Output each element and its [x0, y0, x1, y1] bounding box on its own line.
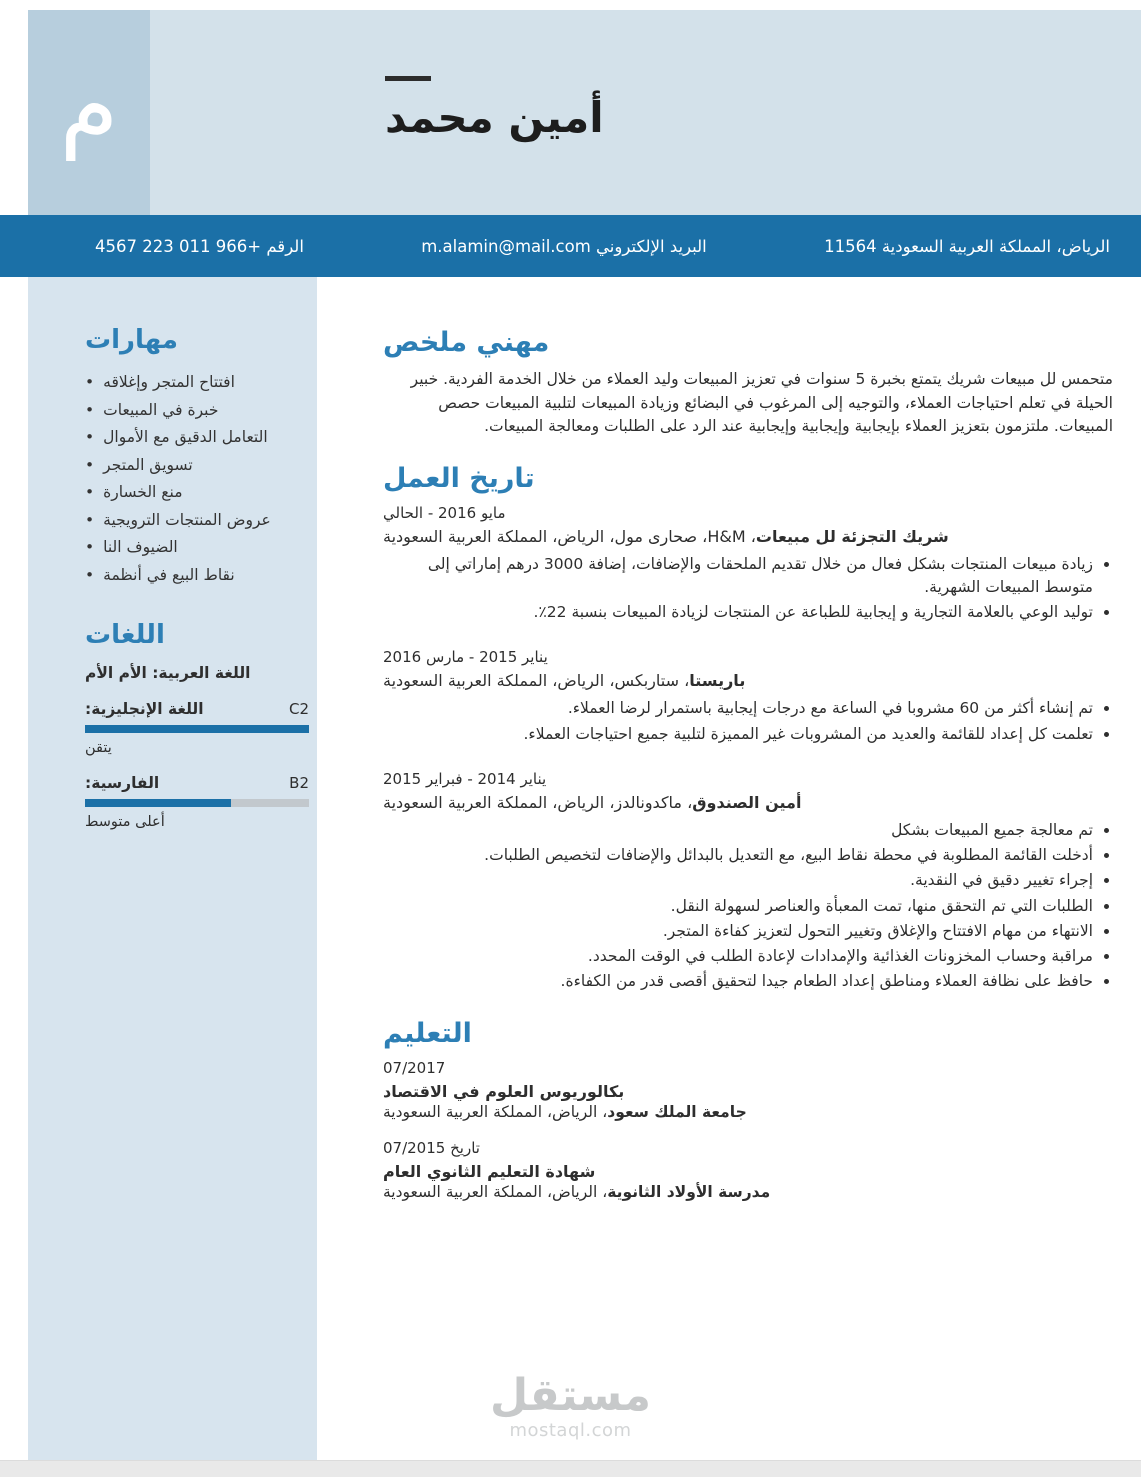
- job-bullets: [383, 819, 1113, 994]
- main-content: [383, 277, 1113, 1219]
- job-bullet: • تعلمت كل إعداد للقائمة والعديد من المشروبات غير المميزة لتلبية جميع احتياجات العملاء.: [383, 723, 1093, 746]
- bullet-icon: •: [85, 373, 95, 391]
- skill-label: تسويق المتجر: [103, 455, 193, 474]
- header: [28, 10, 1141, 215]
- job-title: [383, 793, 1113, 812]
- monogram-box: [28, 10, 150, 215]
- education-school: [383, 1103, 1113, 1121]
- job-title: [383, 527, 1113, 546]
- language-progress-bar: [85, 725, 309, 733]
- job-location: ، ستاربكس، الرياض، المملكة العربية السعودية: [383, 671, 690, 691]
- skill-item: [85, 479, 309, 507]
- language-block-english: [85, 700, 309, 756]
- job-entry-3: [383, 770, 1113, 994]
- education-section-title: التعليم: [383, 1017, 472, 1049]
- skill-label: نقاط البيع في أنظمة: [103, 566, 235, 585]
- skill-label: منع الخسارة: [103, 483, 183, 502]
- language-name: الفارسية:: [85, 773, 160, 792]
- job-entry-1: [383, 504, 1113, 625]
- monogram-letter-icon: م: [59, 51, 119, 161]
- language-progress-fill: [85, 799, 231, 807]
- education-entry-1: [383, 1059, 1113, 1121]
- bullet-icon: •: [85, 428, 95, 447]
- job-bullet: • الطلبات التي تم التحقق منها، تمت المعبأة والعناصر لسهولة النقل.: [383, 895, 1093, 918]
- skills-section-title: مهارات: [85, 325, 179, 355]
- skill-label: التعامل الدقيق مع الأموال: [103, 428, 268, 447]
- job-bullets: [383, 697, 1113, 746]
- watermark-arabic: مستقل: [490, 1370, 651, 1421]
- language-progress-fill: [85, 725, 309, 733]
- language-level-code: C2: [288, 699, 309, 718]
- education-date: 07/2017: [383, 1058, 446, 1077]
- skill-label: خبرة في المبيعات: [103, 400, 219, 419]
- job-location: ، ماكدونالدز، الرياض، المملكة العربية السعودية: [383, 792, 693, 812]
- language-level-label: يتقن: [85, 739, 112, 756]
- contact-bar: [0, 215, 1141, 277]
- education-degree: بكالوريوس العلوم في الاقتصاد: [383, 1081, 625, 1101]
- education-school-location: ، الرياض، المملكة العربية السعودية: [383, 1102, 608, 1121]
- name-rule: [385, 76, 431, 81]
- education-school-location: ، الرياض، المملكة العربية السعودية: [383, 1182, 608, 1201]
- bullet-icon: •: [85, 566, 95, 585]
- skill-label: عروض المنتجات الترويجية: [103, 510, 271, 529]
- job-dates: يناير 2014 - فبراير 2015: [383, 769, 547, 788]
- language-level-label: أعلى متوسط: [85, 813, 165, 830]
- language-row: [85, 700, 309, 718]
- work-history-title: تاريخ العمل: [383, 462, 535, 494]
- job-role: باريستا: [689, 671, 746, 691]
- summary-section-title: مهني ملخص: [383, 327, 550, 358]
- footer-strip: [0, 1460, 1141, 1477]
- job-bullet: • زيادة مبيعات المنتجات بشكل فعال من خلال تقديم الملحقات والإضافات، إضافة 3000 درهم إماراتي إلى متوسط المبيعات الشهرية.: [383, 553, 1093, 600]
- job-dates: يناير 2015 - مارس 2016: [383, 648, 548, 667]
- job-bullet: • تم معالجة جميع المبيعات بشكل: [383, 819, 1093, 842]
- bullet-icon: •: [85, 510, 95, 529]
- skill-label: افتتاح المتجر وإغلاقه: [103, 373, 235, 391]
- job-bullet: • مراقبة وحساب المخزونات الغذائية والإمدادات لإعادة الطلب في الوقت المحدد.: [383, 945, 1093, 968]
- education-date: تاريخ 07/2015: [383, 1138, 480, 1157]
- job-bullet: • تم إنشاء أكثر من 60 مشروبا في الساعة مع درجات إيجابية باستمرار لرضا العملاء.: [383, 697, 1093, 720]
- education-entry-2: [383, 1139, 1113, 1201]
- watermark-domain: mostaql.com: [509, 1420, 632, 1442]
- sidebar: [28, 277, 317, 1460]
- language-block-persian: [85, 774, 309, 830]
- skill-item: [85, 534, 309, 562]
- language-name: اللغة الإنجليزية:: [85, 699, 204, 718]
- skill-item: [85, 562, 309, 590]
- education-degree: شهادة التعليم الثانوي العام: [383, 1161, 596, 1181]
- job-entry-2: [383, 648, 1113, 746]
- job-bullets: [383, 553, 1113, 625]
- job-title: [383, 671, 1113, 690]
- contact-email: البريد الإلكتروني m.alamin@mail.com: [421, 236, 707, 256]
- languages-section-title: اللغات: [85, 619, 165, 650]
- skill-item: [85, 507, 309, 535]
- skill-item: [85, 397, 309, 425]
- job-role: شريك التجزئة لل مبيعات: [755, 526, 949, 546]
- education-school: [383, 1183, 1113, 1201]
- native-language: اللغة العربية: الأم الأم: [85, 663, 251, 682]
- candidate-name: أمين محمد: [385, 93, 604, 142]
- job-dates: مايو 2016 - الحالي: [383, 503, 506, 522]
- job-location: ، H&M، صحارى مول، الرياض، المملكة العربية السعودية: [383, 526, 756, 546]
- skill-item: [85, 452, 309, 480]
- summary-text: متحمس لل مبيعات شريك يتمتع بخبرة 5 سنوات في تعزيز المبيعات وليد العملاء من خلال الخدمة الفردية. خبير الحيلة في تعلم احتياجات العملاء، والتوجيه إلى المرغوب في البضائع وزيادة المبيعات لتلبية المبيعات حصص المبيعات. ملتزمون بتعزيز العملاء بإيجابية وإيجابية وإيجابية عند الرد على الطلبات ومعالجة المبيعات.: [410, 370, 1113, 436]
- job-bullet: • توليد الوعي بالعلامة التجارية و إيجابية للطباعة عن المنتجات لزيادة المبيعات بنسبة 22٪.: [383, 601, 1093, 624]
- contact-phone: الرقم +966 011 223 4567: [95, 236, 304, 256]
- language-row: [85, 774, 309, 792]
- job-bullet: • إجراء تغيير دقيق في النقدية.: [383, 869, 1093, 892]
- bullet-icon: •: [85, 400, 95, 419]
- skill-item: [85, 424, 309, 452]
- contact-address: الرياض، المملكة العربية السعودية 11564: [824, 236, 1110, 256]
- name-block: [385, 76, 604, 142]
- bullet-icon: •: [85, 455, 95, 474]
- job-bullet: • حافظ على نظافة العملاء ومناطق إعداد الطعام جيدا لتحقيق أقصى قدر من الكفاءة.: [383, 970, 1093, 993]
- job-bullet: • أدخلت القائمة المطلوبة في محطة نقاط البيع، مع التعديل بالبدائل والإضافات لتخصيص الطلبات.: [383, 844, 1093, 867]
- job-role: أمين الصندوق: [692, 792, 802, 812]
- language-progress-bar: [85, 799, 309, 807]
- skill-label: الضيوف النا: [103, 538, 178, 557]
- skills-list: [85, 369, 309, 590]
- job-bullet: • الانتهاء من مهام الافتتاح والإغلاق وتغيير التحول لتعزيز كفاءة المتجر.: [383, 920, 1093, 943]
- skill-item: [85, 369, 309, 397]
- education-school-name: مدرسة الأولاد الثانوية: [607, 1182, 771, 1201]
- language-level-code: B2: [289, 773, 309, 792]
- education-school-name: جامعة الملك سعود: [607, 1102, 747, 1121]
- bullet-icon: •: [85, 538, 95, 557]
- bullet-icon: •: [85, 483, 95, 502]
